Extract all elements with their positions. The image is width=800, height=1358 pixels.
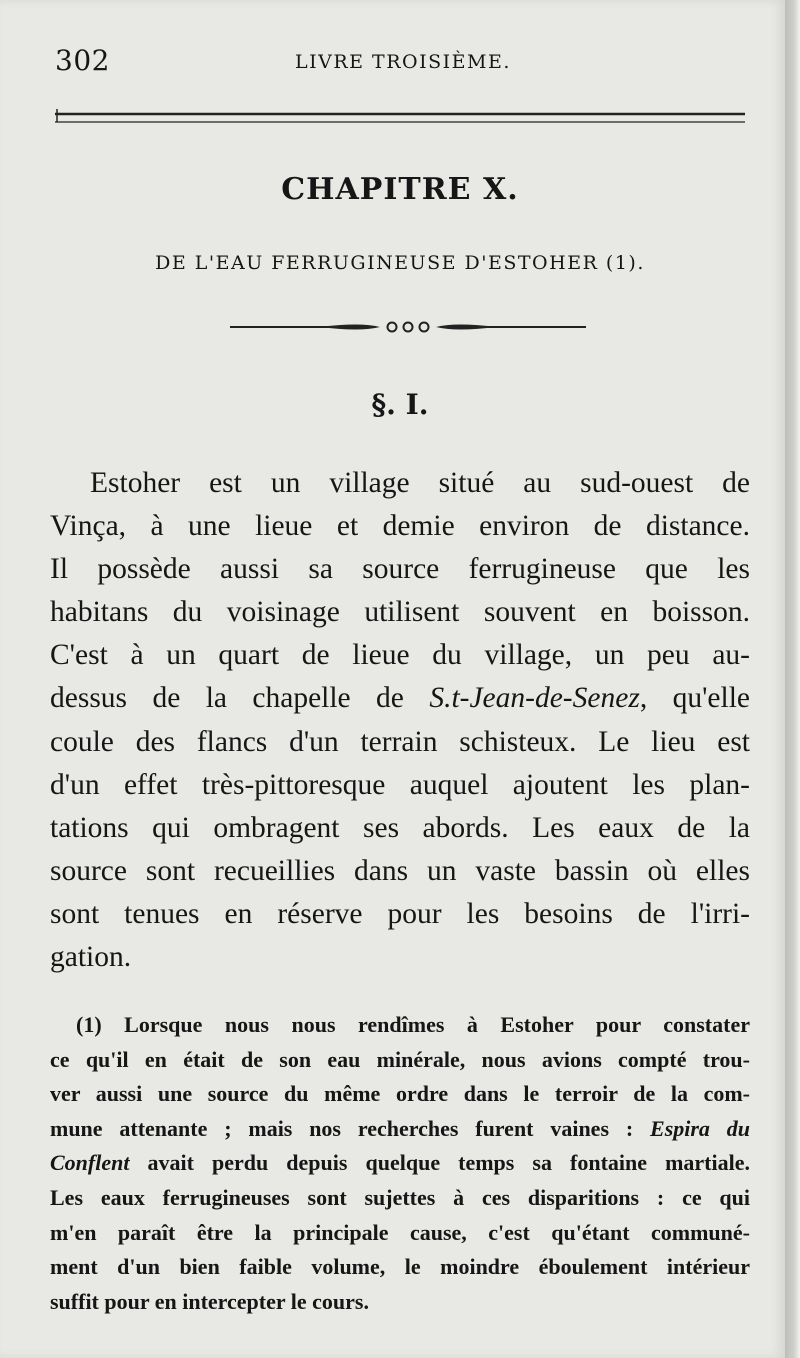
body-line: habitans du voisinage utilisent souvent en boisson. [50, 596, 750, 629]
body-line: gation. [50, 941, 132, 974]
footnote-line: suffit pour en intercepter le cours. [50, 1288, 369, 1314]
body-line: d'un effet très-pittoresque auquel ajoutent les plan- [50, 768, 750, 801]
chapter-title: CHAPITRE X. [281, 172, 519, 207]
page-number: 302 [55, 44, 110, 77]
footnote-line [50, 1146, 750, 1181]
body-line: Vinça, à une lieue et demie environ de distance. [50, 510, 750, 543]
body-line: coule des flancs d'un terrain schisteux. Le lieu est [50, 725, 750, 758]
footnote-text-segment: avait perdu depuis quelque temps sa fontaine martiale. [129, 1150, 750, 1176]
footnote [50, 1008, 750, 1319]
place-name-italic: Conflent [50, 1150, 130, 1176]
body-line: sont tenues en réserve pour les besoins de l'irri- [50, 897, 750, 930]
footnote-line: Les eaux ferrugineuses sont sujettes à ces disparitions : ce qui [50, 1184, 750, 1210]
body-paragraph [50, 462, 750, 979]
chapter-subtitle: DE L'EAU FERRUGINEUSE D'ESTOHER (1). [155, 252, 645, 274]
running-head: LIVRE TROISIÈME. [295, 51, 511, 73]
footnote-line: (1) Lorsque nous nous rendîmes à Estoher pour constater [76, 1012, 750, 1037]
body-line [50, 677, 750, 720]
footnote-line: m'en paraît être la principale cause, c'est qu'étant communé- [50, 1219, 750, 1245]
header-double-rule [55, 108, 745, 130]
footnote-line: ver aussi une source du même ordre dans le terroir de la com- [50, 1081, 750, 1107]
footnote-line: ment d'un bien faible volume, le moindre éboulement intérieur [50, 1254, 750, 1280]
body-line: Il possède aussi sa source ferrugineuse que les [50, 553, 750, 586]
body-line: C'est à un quart de lieue du village, un peu au- [50, 639, 750, 672]
footnote-text-segment: mune attenante ; mais nos recherches furent vaines : [50, 1115, 651, 1141]
place-name-italic: S.t-Jean-de-Senez [429, 682, 640, 715]
body-text-segment: dessus de la chapelle de [50, 682, 430, 715]
place-name-italic: Espira du [650, 1115, 750, 1141]
body-line: source sont recueillies dans un vaste bassin où elles [50, 854, 750, 887]
page-header [55, 44, 745, 80]
ornamental-divider [230, 318, 586, 336]
page-edge [785, 0, 800, 1358]
body-line: tations qui ombragent ses abords. Les eaux de la [50, 811, 750, 844]
section-heading: §. I. [371, 388, 429, 421]
footnote-line: ce qu'il en était de son eau minérale, nous avions compté trou- [50, 1046, 750, 1072]
body-line: Estoher est un village situé au sud-ouest de [90, 467, 750, 499]
body-text-segment: , qu'elle [639, 682, 750, 715]
footnote-line [50, 1112, 750, 1147]
